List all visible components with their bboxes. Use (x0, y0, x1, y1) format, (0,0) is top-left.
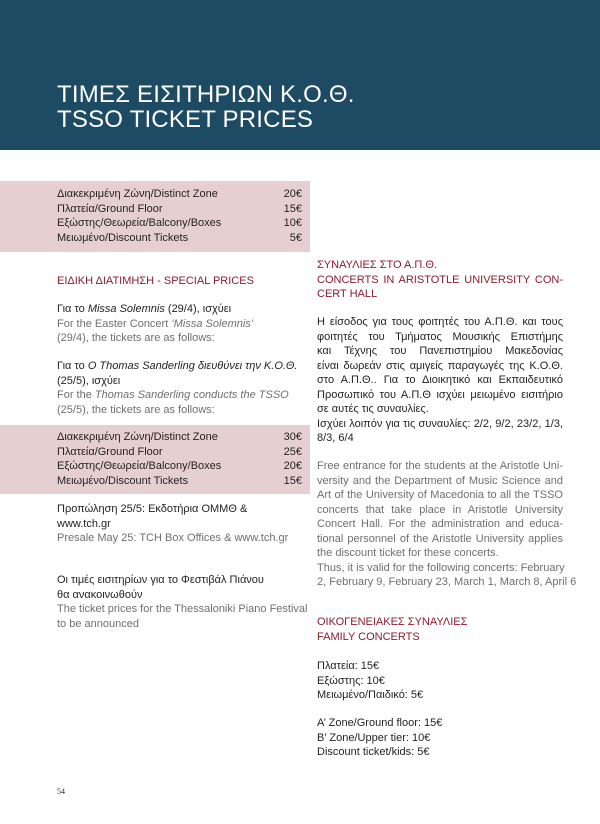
price-row: Εξώστης/Θεωρεία/Balcony/Boxes 10€ (57, 217, 302, 229)
presale-greek-1: Προπώληση 25/5: Εκδοτήρια ΟΜΜΘ & (57, 503, 248, 515)
sanderling-english-2: (25/5), the tickets are as follows: (57, 403, 215, 416)
family-heading-english: FAMILY CONCERTS (317, 630, 420, 643)
family-price-greek: Εξώστης: 10€ (317, 674, 385, 687)
auth-greek-line: στο Α.Π.Θ.. Για το Διοικητικό και Εκπαιδευτικό (317, 374, 563, 386)
missa-english-1: For the Easter Concert ‘Missa Solemnis’ (57, 317, 254, 330)
presale-greek-2: www.tch.gr (57, 517, 111, 530)
auth-greek-dates-2: 8/3, 6/4 (317, 432, 354, 444)
auth-english-line: Art of the University of Macedonia to all the TSSO (317, 489, 563, 501)
auth-greek-dates-1: Ισχύει λοιπόν για τις συναυλίες: 2/2, 9/2, 23/2, 1/3, (317, 417, 563, 430)
presale-english: Presale May 25: TCH Box Offices & www.tch.gr (57, 532, 289, 544)
family-price-greek: Πλατεία: 15€ (317, 660, 380, 672)
page-header (0, 0, 600, 150)
auth-english-line: concerts that take place in Aristotle University (317, 503, 563, 516)
auth-greek-line: είναι δωρεάν στις αμιγείς παραγωγές της Κ.Ο.Θ. (317, 359, 563, 372)
auth-heading-2: CONCERTS IN ARISTOTLE UNIVERSITY CON- (317, 273, 563, 286)
special-prices-heading: ΕΙΔΙΚΗ ΔΙΑΤΙΜΗΣΗ - SPECIAL PRICES (57, 275, 254, 287)
price-row: Διακεκριμένη Ζώνη/Distinct Zone 30€ (57, 431, 302, 443)
family-price-english: B’ Zone/Upper tier: 10€ (317, 731, 431, 744)
piano-english-1: The ticket prices for the Thessaloniki Piano Festival (57, 603, 308, 615)
price-row: Εξώστης/Θεωρεία/Balcony/Boxes 20€ (57, 460, 302, 472)
title-english: TSSO TICKET PRICES (57, 106, 314, 133)
price-row: Πλατεία/Ground Floor 25€ (57, 445, 302, 458)
missa-greek: Για το Missa Solemnis (29/4), ισχύει (57, 303, 232, 315)
sanderling-english-1: For the Thomas Sanderling conducts the TSSO (57, 389, 289, 401)
auth-greek-line: φοιτητές του Τμήματος Μουσικής Επιστήμης (317, 330, 563, 343)
family-price-greek: Μειωμένο/Παιδικό: 5€ (317, 689, 424, 701)
auth-greek-line: Προσωπικό του Α.Π.Θ ισχύει μειωμένο εισιτήριο (317, 388, 563, 401)
piano-english-2: to be announced (57, 617, 139, 630)
auth-english-line: versity and the Department of Music Science and (317, 474, 563, 487)
sanderling-greek-1: Για το Ο Thomas Sanderling διευθύνει την Κ.Ο.Θ. (57, 360, 298, 372)
auth-greek-line: Η είσοδος για τους φοιτητές του Α.Π.Θ. και τους (317, 316, 563, 328)
family-price-english: A’ Zone/Ground floor: 15€ (317, 717, 443, 729)
family-price-english: Discount ticket/kids: 5€ (317, 746, 430, 758)
auth-greek-line: σε αυτές τις συναυλίες. (317, 403, 429, 415)
family-heading-greek: ΟΙΚΟΓΕΝΕΙΑΚΕΣ ΣΥΝΑΥΛΙΕΣ (317, 616, 468, 628)
missa-english-2: (29/4), the tickets are as follows: (57, 332, 215, 344)
auth-english-dates-1: Thus, it is valid for the following concerts: February (317, 561, 565, 574)
auth-heading-1: ΣΥΝΑΥΛΙΕΣ ΣΤΟ Α.Π.Θ. (317, 259, 438, 271)
auth-greek-line: και Τέχνης του Πανεπιστημίου Μακεδονίας (317, 345, 563, 357)
auth-heading-3: CERT HALL (317, 288, 378, 300)
auth-english-line: tional personnel of the Aristotle University applies (317, 532, 563, 545)
title-greek: ΤΙΜΕΣ ΕΙΣΙΤΗΡΙΩΝ Κ.Ο.Θ. (57, 81, 355, 108)
price-row: Μειωμένο/Discount Tickets 5€ (57, 231, 302, 244)
sanderling-greek-2: (25/5), ισχύει (57, 374, 121, 387)
auth-english-dates-2: 2, February 9, February 23, March 1, March 8, April 6 (317, 576, 577, 588)
piano-greek-1: Οι τιμές εισιτηρίων για το Φεστιβάλ Πιάνου (57, 574, 264, 586)
price-row: Μειωμένο/Discount Tickets 15€ (57, 474, 302, 487)
price-row: Πλατεία/Ground Floor 15€ (57, 202, 302, 215)
price-row: Διακεκριμένη Ζώνη/Distinct Zone 20€ (57, 188, 302, 200)
auth-english-line: the discount ticket for these concerts. (317, 547, 499, 559)
page-number: 54 (57, 787, 65, 796)
auth-english-line: Concert Hall. For the administration and educa- (317, 518, 563, 530)
auth-english-line: Free entrance for the students at the Aristotle Uni- (317, 460, 563, 472)
piano-greek-2: θα ανακοινωθούν (57, 588, 143, 601)
